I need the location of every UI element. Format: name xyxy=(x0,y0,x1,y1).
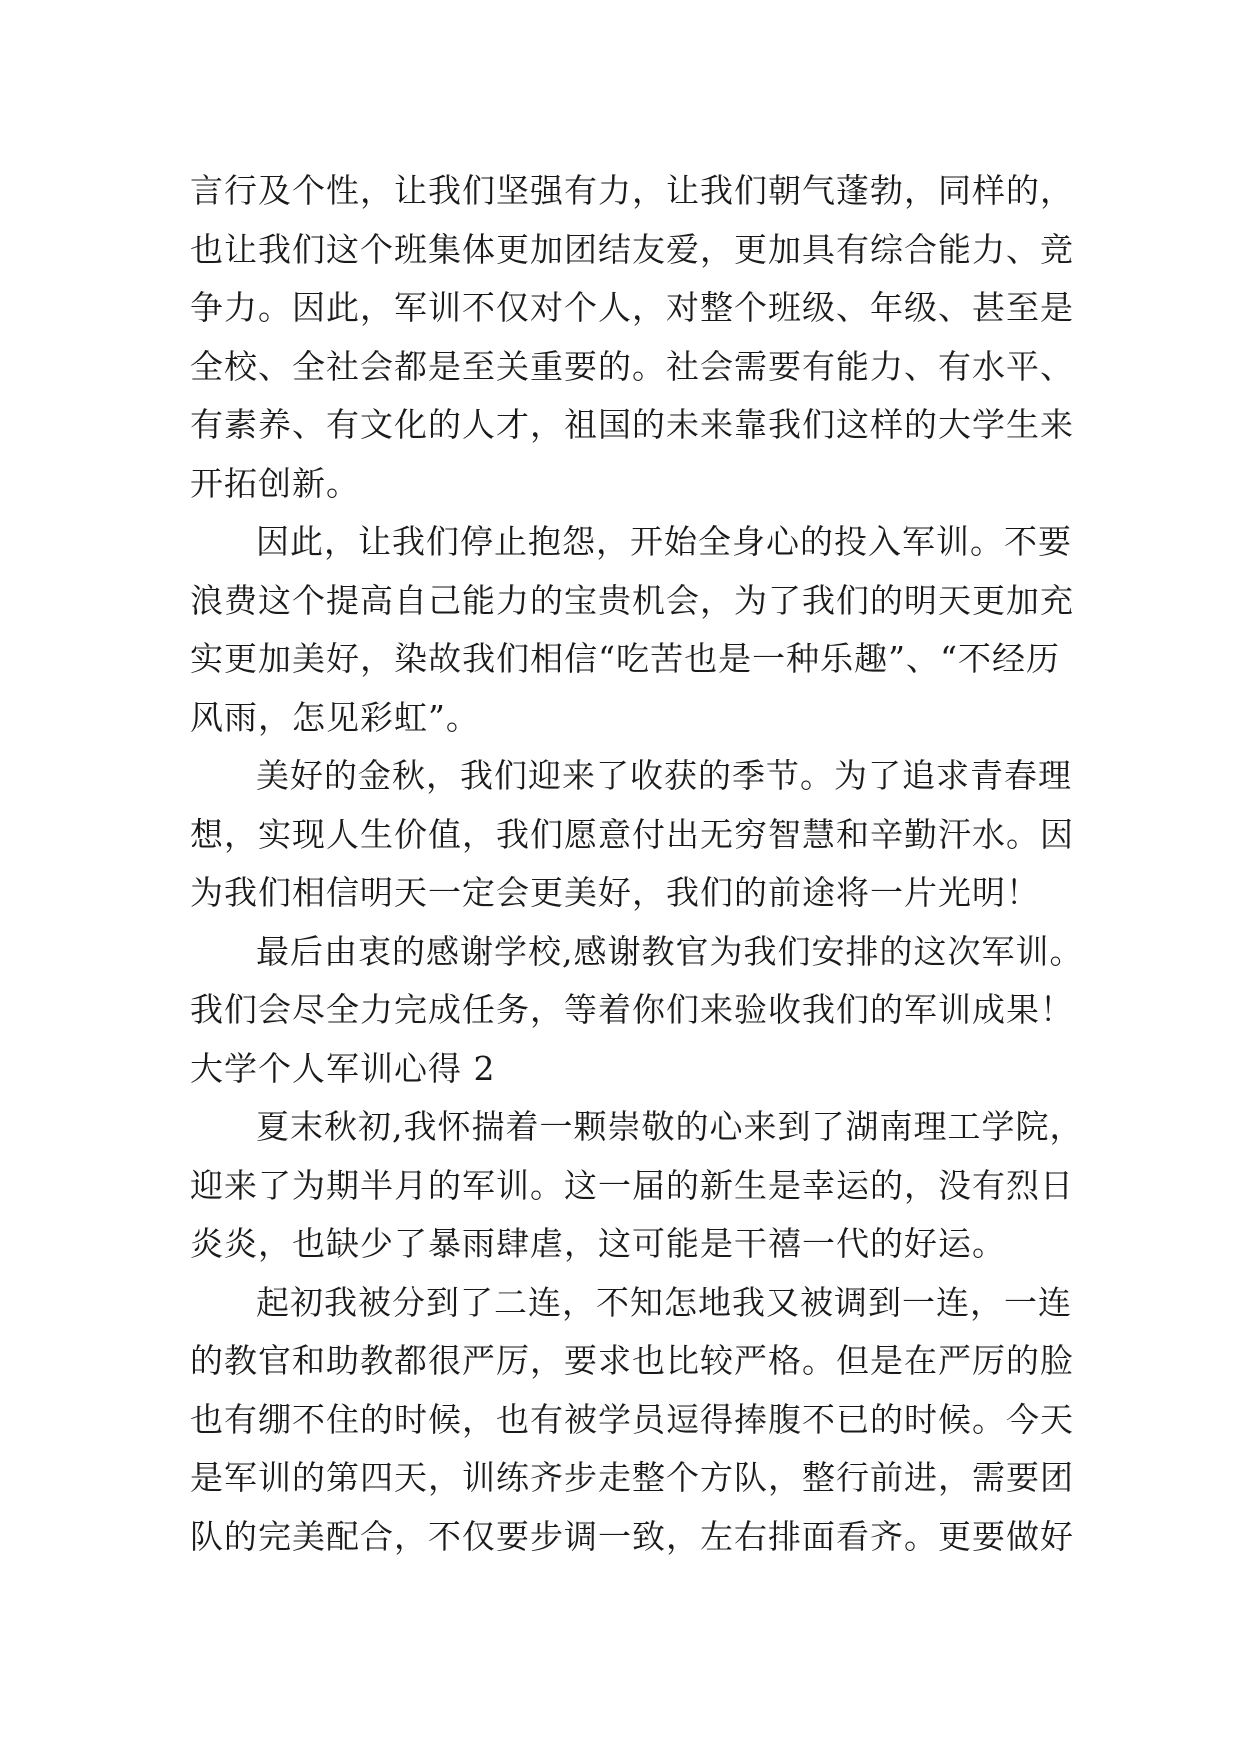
text-line: 实更加美好，染故我们相信“吃苦也是一种乐趣”、“不经历 xyxy=(190,639,1060,678)
text-line: 浪费这个提高自己能力的宝贵机会，为了我们的明天更加充 xyxy=(190,580,1074,620)
text-line: 风雨，怎见彩虹”。 xyxy=(190,697,480,737)
text-line: 想，实现人生价值，我们愿意付出无穷智慧和辛勤汗水。因 xyxy=(190,814,1074,854)
text-line: 迎来了为期半月的军训。这一届的新生是幸运的，没有烈日 xyxy=(190,1165,1074,1205)
text-line: 言行及个性，让我们坚强有力，让我们朝气蓬勃，同样的， xyxy=(190,171,1074,210)
text-line: 队的完美配合，不仅要步调一致，左右排面看齐。更要做好 xyxy=(190,1516,1074,1556)
text-line: 为我们相信明天一定会更美好，我们的前途将一片光明！ xyxy=(190,873,1040,912)
text-line: 是军训的第四天，训练齐步走整个方队，整行前进，需要团 xyxy=(190,1458,1074,1497)
text-line: 我们会尽全力完成任务，等着你们来验收我们的军训成果！ xyxy=(190,990,1074,1029)
text-line: 的教官和助教都很严厉，要求也比较严格。但是在严厉的脸 xyxy=(190,1341,1074,1380)
text-line: 全校、全社会都是至关重要的。社会需要有能力、有水平、 xyxy=(190,346,1074,386)
paragraph-first-line: 美好的金秋，我们迎来了收获的季节。为了追求青春理 xyxy=(256,756,1072,795)
text-line: 开拓创新。 xyxy=(190,463,360,503)
paragraph-first-line: 因此，让我们停止抱怨，开始全身心的投入军训。不要 xyxy=(256,522,1072,561)
paragraph-first-line: 起初我被分到了二连，不知怎地我又被调到一连，一连 xyxy=(256,1282,1072,1322)
paragraph-first-line: 最后由衷的感谢学校,感谢教官为我们安排的这次军训。 xyxy=(256,931,1084,971)
text-line: 有素养、有文化的人才，祖国的未来靠我们这样的大学生来 xyxy=(190,405,1074,444)
text-line: 炎炎，也缺少了暴雨肆虐，这可能是干禧一代的好运。 xyxy=(190,1224,1006,1263)
section-heading: 大学个人军训心得 2 xyxy=(190,1048,496,1088)
text-line: 也让我们这个班集体更加团结友爱，更加具有综合能力、竞 xyxy=(190,229,1074,269)
text-line: 争力。因此，军训不仅对个人，对整个班级、年级、甚至是 xyxy=(190,288,1074,327)
text-line: 也有绷不住的时候，也有被学员逗得捧腹不已的时候。今天 xyxy=(190,1399,1074,1439)
document-page xyxy=(190,162,1084,1566)
paragraph-first-line: 夏末秋初,我怀揣着一颗崇敬的心来到了湖南理工学院， xyxy=(256,1107,1084,1146)
